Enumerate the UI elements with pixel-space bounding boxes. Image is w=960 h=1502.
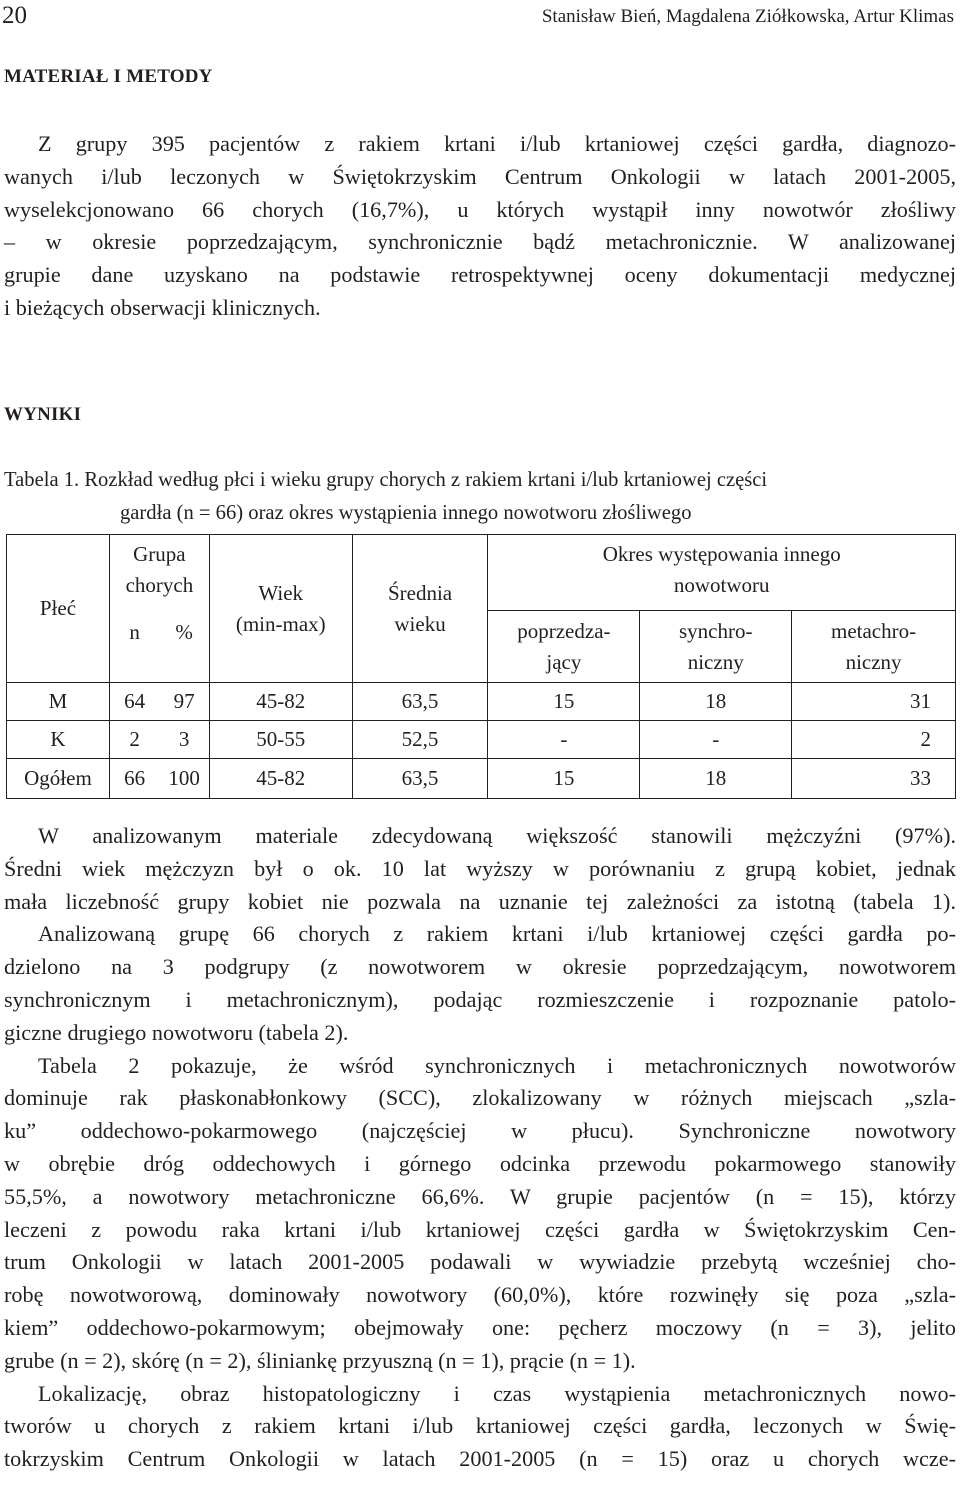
table-row [7,721,956,759]
text-line: synchronicznym i metachronicznym), podając rozmieszczenie i rozpoznanie patolo- [4,986,956,1012]
cell-sex: K [7,721,110,759]
cell-n: 2 [109,721,159,759]
text-line: grube (n = 2), skórę (n = 2), śliniankę przyuszną (n = 1), prącie (n = 1). [4,1347,636,1373]
text-line: wanych i/lub leczonych w Świętokrzyskim Centrum Onkologii w latach 2001-2005, [4,163,956,189]
text-line: – w okresie poprzedzającym, synchronicznie bądź metachronicznie. W analizowanej [4,229,956,255]
cell-metachronous: 2 [792,721,956,759]
body-text [4,820,956,1476]
cell-pct: 100 [159,759,209,799]
cell-synchronous: 18 [640,759,792,799]
cell-synchronous: - [640,721,792,759]
text-line: W analizowanym materiale zdecydowaną większość stanowili mężczyźni (97%). [38,823,956,848]
text-line: Lokalizację, obraz histopatologiczny i czas wystąpienia metachronicznych nowo- [38,1380,956,1406]
header-mean-age: Średnia wieku [352,535,488,683]
cell-sex: M [7,683,110,721]
text-line: leczeni z powodu raka krtani i/lub krtaniowej części gardła w Świętokrzyskim Cen- [4,1216,956,1242]
cell-n: 66 [109,759,159,799]
text-line: giczne drugiego nowotworu (tabela 2). [4,1019,349,1045]
text-line: robę nowotworową, dominowały nowotwory (60,0%), które rozwinęły się poza „szla- [4,1282,956,1308]
text-line: dominuje rak płaskonabłonkowy (SCC), zlokalizowany w różnych miejscach „szla- [4,1085,956,1111]
cell-metachronous: 33 [792,759,956,799]
cell-synchronous: 18 [640,683,792,721]
text-line: ku” oddechowo-pokarmowego (najczęściej w płucu). Synchroniczne nowotwory [4,1118,956,1144]
methods-heading: MATERIAŁ I METODY [4,66,213,87]
cell-previous: 15 [488,759,640,799]
cell-n: 64 [109,683,159,721]
cell-age: 50-55 [209,721,352,759]
text-line: Tabela 2 pokazuje, że wśród synchronicznych i metachronicznych nowotworów [38,1052,956,1078]
header-previous: poprzedza- jący [488,611,640,683]
text-line: tworów u chorych z rakiem krtani i/lub krtaniowej części gardła, leczonych w Świę- [4,1413,956,1439]
text-line: Średni wiek mężczyzn był o ok. 10 lat wyższy w porównaniu z grupą kobiet, jednak [4,855,956,881]
text-line: Analizowaną grupę 66 chorych z rakiem krtani i/lub krtaniowej części gardła po- [38,921,956,947]
running-header-authors: Stanisław Bień, Magdalena Ziółkowska, Artur Klimas [541,6,954,27]
caption-line: gardła (n = 66) oraz okres wystąpienia innego nowotworu złośliwego [120,502,692,524]
cell-age: 45-82 [209,759,352,799]
cell-metachronous: 31 [792,683,956,721]
text-line: mała liczebność grupy kobiet nie pozwala na uznanie tej zależności za istotną (tabela 1). [4,888,956,914]
cell-mean: 52,5 [352,721,488,759]
header-age: Wiek (min-max) [209,535,352,683]
text-line: tokrzyskim Centrum Onkologii w latach 2001-2005 (n = 15) oraz u chorych wcze- [4,1446,956,1472]
cell-pct: 3 [159,721,209,759]
cell-mean: 63,5 [352,683,488,721]
header-metachronous: metachro- niczny [792,611,956,683]
cell-previous: - [488,721,640,759]
cell-previous: 15 [488,683,640,721]
header-n: n [109,611,159,683]
cell-mean: 63,5 [352,759,488,799]
table-row [7,683,956,721]
header-sex: Płeć [7,535,110,683]
results-heading: WYNIKI [4,404,82,425]
text-line: dzielono na 3 podgrupy (z nowotworem w okresie poprzedzającym, nowotworem [4,954,956,980]
text-line: i bieżących obserwacji klinicznych. [4,294,321,320]
header-period: Okres występowania innego nowotworu [488,535,956,611]
methods-paragraph [4,128,956,325]
text-line: w obrębie dróg oddechowych i górnego odcinka przewodu pokarmowego stanowiły [4,1150,956,1176]
cell-pct: 97 [159,683,209,721]
text-line: 55,5%, a nowotwory metachroniczne 66,6%. W grupie pacjentów (n = 15), którzy [4,1183,956,1209]
text-line: kiem” oddechowo-pokarmowym; obejmowały one: pęcherz moczowy (n = 3), jelito [4,1314,956,1340]
cell-sex: Ogółem [7,759,110,799]
table-caption [4,464,956,530]
cell-age: 45-82 [209,683,352,721]
text-line: Z grupy 395 pacjentów z rakiem krtani i/lub krtaniowej części gardła, diagnozo- [38,131,956,156]
page-number: 20 [2,2,27,29]
header-group: Grupa chorych [109,535,209,611]
text-line: trum Onkologii w latach 2001-2005 podawali w wywiadzie przebytą wcześniej cho- [4,1249,956,1275]
text-line: wyselekcjonowano 66 chorych (16,7%), u których wystąpił inny nowotwór złośliwy [4,196,956,222]
header-synchronous: synchro- niczny [640,611,792,683]
table-row [7,759,956,799]
text-line: grupie dane uzyskano na podstawie retrospektywnej oceny dokumentacji medycznej [4,262,956,288]
table-1 [6,534,956,799]
caption-line: Tabela 1. Rozkład według płci i wieku grupy chorych z rakiem krtani i/lub krtaniowej części [4,469,768,491]
header-pct: % [159,611,209,683]
